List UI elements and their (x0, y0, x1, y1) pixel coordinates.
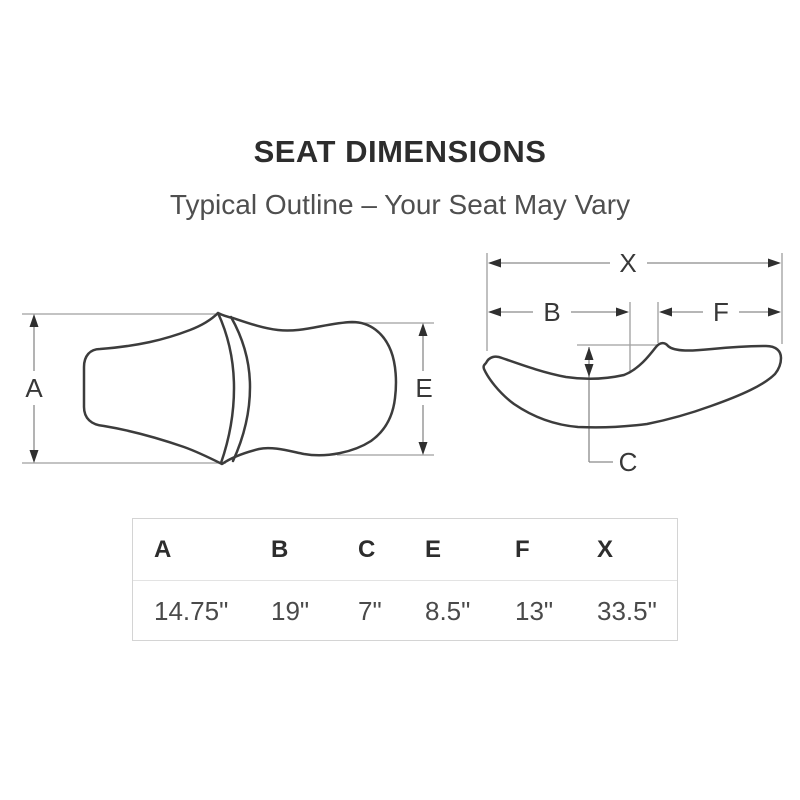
arrow-up-icon (585, 347, 594, 360)
header-cell-a: A (154, 535, 172, 563)
seat-side-view-outline (484, 343, 781, 427)
dimension-f (659, 297, 781, 327)
value-cell-c: 7" (358, 596, 382, 626)
header-cell-c: C (358, 535, 376, 563)
header-cell-b: B (271, 535, 289, 563)
dim-label-c: C (618, 447, 638, 477)
side-view-diagram (484, 248, 782, 477)
header-cell-e: E (425, 535, 442, 563)
arrow-down-icon (419, 442, 428, 455)
table-header-row (133, 519, 677, 581)
value-cell-a: 14.75" (154, 596, 229, 626)
dimension-b (488, 297, 629, 327)
arrow-up-icon (419, 323, 428, 336)
dim-label-b: B (543, 297, 561, 327)
dimension-e (415, 323, 432, 455)
top-view-diagram (22, 313, 434, 464)
arrow-right-icon (768, 259, 781, 268)
arrow-left-icon (659, 308, 672, 317)
arrow-left-icon (488, 308, 501, 317)
arrow-down-icon (585, 364, 594, 377)
dim-label-x: X (619, 248, 637, 278)
arrow-up-icon (30, 314, 39, 327)
dimensions-table (132, 518, 678, 641)
header-cell-x: X (597, 535, 614, 563)
arrow-right-icon (616, 308, 629, 317)
dim-label-f: F (713, 297, 729, 327)
dimension-x (488, 248, 781, 278)
page-subtitle: Typical Outline – Your Seat May Vary (169, 189, 631, 220)
header-cell-f: F (515, 535, 530, 563)
arrow-right-icon (768, 308, 781, 317)
value-cell-b: 19" (271, 596, 310, 626)
seat-strap-left-edge (218, 313, 234, 463)
page-title: SEAT DIMENSIONS (253, 134, 547, 169)
dim-label-a: A (25, 373, 43, 403)
dimension-a (25, 314, 43, 463)
dim-label-e: E (415, 373, 433, 403)
value-cell-e: 8.5" (425, 596, 471, 626)
arrow-left-icon (488, 259, 501, 268)
value-cell-x: 33.5" (597, 596, 657, 626)
value-cell-f: 13" (515, 596, 554, 626)
table-value-row (133, 581, 677, 642)
arrow-down-icon (30, 450, 39, 463)
